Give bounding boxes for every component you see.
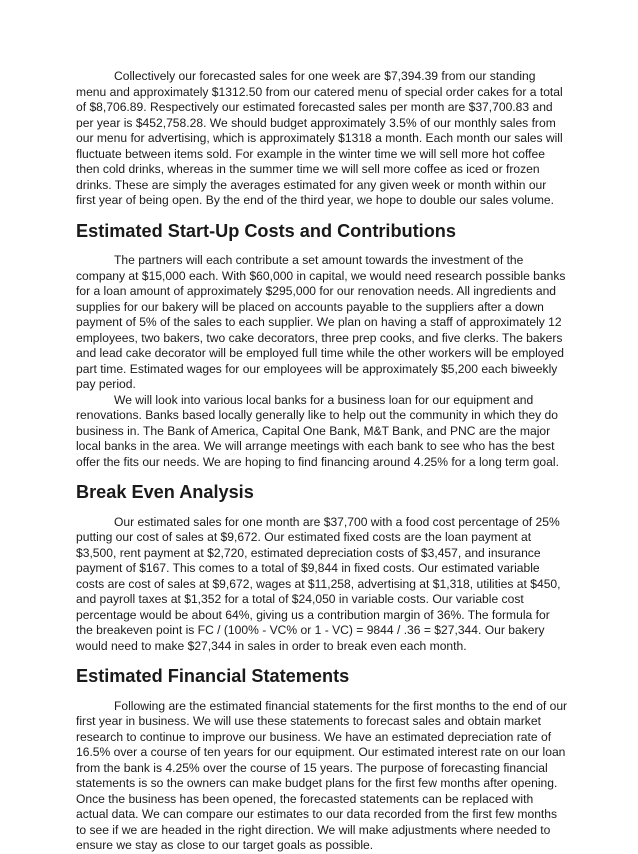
document-page [76, 69, 568, 854]
partner-contribution-paragraph: The partners will each contribute a set amount towards the investment of the company at $15,000 each. With $60,000 in capital, we would need research possible banks for a loan amount of approximately $295,000 for our renovation needs. All ingredients and supplies for our bakery will be placed on accounts payable to the suppliers after a down payment of 5% of the sales to each supplier. We plan on having a staff of approximately 12 employees, two bakers, two cake decorators, three prep cooks, and five clerks. The bakers and lead cake decorator will be employed full time while the other workers will be employed part time. Estimated wages for our employees will be approximately $5,200 each biweekly pay period. [76, 253, 566, 391]
sales-forecast-paragraph: Collectively our forecasted sales for one week are $7,394.39 from our standing menu and approximately $1312.50 from our catered menu of special order cakes for a total of $8,706.89. Respectively our estimated forecasted sales per month are $37,700.83 and per year is $452,758.28. We should budget approximately 3.5% of our monthly sales from our menu for advertising, which is approximately $1318 a month. Each month our sales will fluctuate between items sold. For example in the winter time we will sell more hot coffee then cold drinks, whereas in the summer time we will sell more coffee as iced or frozen drinks. These are simply the averages estimated for any given week or month within our first year of being open. By the end of the third year, we hope to double our sales volume. [76, 69, 563, 207]
break-even-paragraph: Our estimated sales for one month are $37,700 with a food cost percentage of 25% putting our cost of sales at $9,672. Our estimated fixed costs are the loan payment at $3,500, rent payment at $2,720, estimated depreciation costs of $3,457, and insurance payment of $167. This comes to a total of $9,844 in fixed costs. Our estimated variable costs are cost of sales at $9,672, wages at $11,258, advertising at $1,318, utilities at $450, and payroll taxes at $1,352 for a total of $24,050 in variable costs. Our variable cost percentage would be about 64%, giving us a contribution margin of 36%. The formula for the breakeven point is FC / (100% - VC% or 1 - VC) = 9844 / .36 = $27,344. Our bakery would need to make $27,344 in sales in order to break even each month. [76, 514, 561, 653]
break-even-heading: Break Even Analysis [76, 482, 254, 502]
financial-statements-paragraph: Following are the estimated financial statements for the first months to the end of our first year in business. We will use these statements to forecast sales and obtain market research to continue to improve our business. We have an estimated depreciation rate of 16.5% over a course of ten years for our equipment. Our estimated interest rate on our loan from the bank is 4.25% over the course of 15 years. The purpose of forecasting financial statements is so the owners can make budget plans for the first few months after opening. Once the business has been opened, the forecasted statements can be replaced with actual data. We can compare our estimates to our data recorded from the first few months to see if we are headed in the right direction. We will make adjustments where needed to ensure we stay as close to our target goals as possible. [76, 698, 568, 852]
startup-costs-heading: Estimated Start-Up Costs and Contributions [76, 220, 456, 241]
financial-statements-heading: Estimated Financial Statements [76, 666, 350, 686]
bank-loan-paragraph: We will look into various local banks for a business loan for our equipment and renovations. Banks based locally generally like to help out the community in which they do business in. The Bank of America, Capital One Bank, M&T Bank, and PNC are the major local banks in the area. We will arrange meetings with each bank to see who has the best offer the fits our needs. We are hoping to find financing around 4.25% for a long term goal. [76, 392, 559, 469]
